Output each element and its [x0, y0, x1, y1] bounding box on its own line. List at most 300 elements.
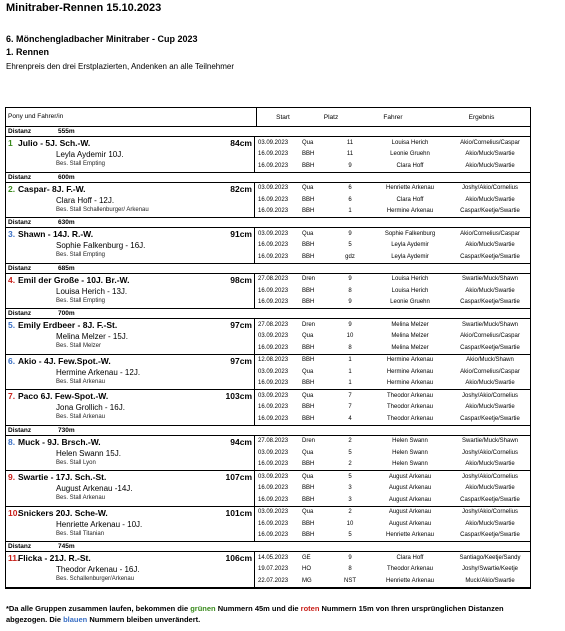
result-place: 8 [348, 344, 352, 351]
result-driver: Theodor Arkenau [386, 404, 434, 411]
result-place: 11 [346, 139, 354, 146]
distance-value: 730m [58, 426, 75, 434]
result-outcome: Akio/Muck/Swartie [465, 151, 515, 158]
result-outcome: Joshy/Akio/Cornelius [461, 392, 519, 399]
result-driver: Leyla Aydemir [391, 242, 429, 249]
stable-name: Bes. Stall Melzer [56, 343, 102, 349]
result-date: 03.09.2023 [258, 139, 289, 146]
stable-name: Bes. Stall Lyon [56, 459, 96, 466]
entry-info [6, 228, 255, 263]
pony-line [6, 355, 254, 367]
result-row [255, 228, 530, 240]
result-outcome: Akio/Cornelius/Caspar [460, 333, 520, 340]
result-venue: BBH [302, 299, 315, 306]
footnote-red: roten [300, 604, 320, 613]
result-place: 6 [348, 185, 352, 192]
cup-subtitle: 6. Mönchengladbacher Minitraber - Cup 2023 [6, 34, 198, 44]
result-outcome: Caspar/Keetje/Swartie [460, 253, 520, 260]
entry-info [6, 274, 255, 309]
result-row [255, 507, 530, 519]
result-place: 9 [348, 162, 352, 169]
result-venue: BBH [302, 253, 315, 260]
result-place: 2 [348, 509, 352, 516]
col-fahrer: Fahrer [383, 113, 403, 121]
distance-label: Distanz [8, 426, 32, 434]
result-row [255, 355, 530, 367]
results-block [255, 507, 530, 542]
result-venue: BBH [302, 461, 315, 468]
pony-line [6, 274, 254, 286]
result-place: 7 [348, 404, 352, 411]
result-outcome: Caspar/Keetje/Swartie [460, 344, 520, 351]
pony-name: Shawn - 14J. R.-W. [18, 229, 94, 239]
result-date: 03.09.2023 [258, 473, 289, 480]
result-venue: BBH [302, 151, 315, 158]
result-date: 16.09.2023 [258, 344, 289, 351]
result-row [255, 483, 530, 495]
result-date: 16.09.2023 [258, 196, 289, 203]
entry-info [6, 390, 255, 425]
race-heading: 1. Rennen [6, 47, 50, 57]
results-block [255, 183, 530, 218]
result-row [255, 494, 530, 506]
result-venue: BBH [302, 380, 315, 387]
result-venue: Qua [302, 392, 314, 399]
result-outcome: Akio/Muck/Swartie [465, 485, 515, 492]
result-venue: BBH [302, 242, 315, 249]
result-date: 16.09.2023 [258, 415, 289, 422]
result-row [255, 552, 530, 564]
result-driver: Hermine Arkenau [386, 357, 434, 364]
entry-row [6, 183, 530, 219]
pony-name: Snickers 20J. Sche-W. [18, 507, 108, 518]
rider-name: Leyla Aydemir 10J. [56, 150, 124, 159]
footnote [6, 603, 546, 625]
result-date: 27.08.2023 [258, 438, 289, 445]
result-place: 1 [348, 357, 352, 364]
result-venue: Qua [302, 139, 314, 146]
result-driver: Henriette Arkenau [385, 532, 435, 539]
result-place: 9 [348, 276, 352, 283]
entry-number: 11. [8, 553, 20, 563]
rider-name: Sophie Falkenburg - 16J. [56, 241, 146, 250]
entry-row [6, 552, 530, 588]
entry-info [6, 471, 255, 506]
result-place: 7 [348, 392, 352, 399]
result-row [255, 251, 530, 263]
distance-row [6, 264, 530, 274]
entry-number: 4. [8, 274, 16, 285]
pony-line [6, 137, 254, 149]
rider-name: Helen Swann 15J. [56, 448, 121, 458]
rider-name: Jona Grollich - 16J. [56, 403, 125, 412]
entry-info [6, 507, 255, 542]
result-outcome: Akio/Muck/Swartie [465, 520, 515, 527]
result-outcome: Joshy/Akio/Cornelius [461, 185, 519, 192]
results-block [255, 228, 530, 263]
result-date: 16.09.2023 [258, 162, 289, 169]
result-date: 16.09.2023 [258, 208, 289, 215]
result-place: NST [344, 577, 356, 584]
result-driver: August Arkenau [388, 496, 432, 503]
result-row [255, 194, 530, 206]
result-venue: BBH [302, 496, 315, 503]
rider-name: Melina Melzer - 15J. [56, 332, 129, 341]
distance-value: 630m [58, 219, 75, 226]
entry-info [6, 137, 255, 172]
entry-info [6, 436, 255, 471]
result-place: 4 [348, 415, 352, 422]
result-venue: Qua [302, 473, 314, 480]
result-row [255, 297, 530, 309]
result-date: 16.09.2023 [258, 461, 289, 468]
footnote-green: grünen [190, 604, 216, 613]
entry-row [6, 228, 530, 264]
distance-label: Distanz [8, 264, 32, 272]
result-place: 8 [348, 566, 352, 573]
pony-height: 98cm [230, 274, 252, 285]
result-place: 5 [348, 532, 352, 539]
pony-line [6, 436, 254, 448]
result-venue: HO [302, 566, 311, 573]
result-driver: Hermine Arkenau [386, 368, 434, 375]
col-start: Start [276, 113, 290, 121]
result-date: 03.09.2023 [258, 333, 289, 340]
distance-label: Distanz [8, 173, 32, 181]
footnote-text-3: Nummern 15m von Ihren ursprünglichen Distanzen abgezogen. Die [6, 604, 504, 624]
results-block [255, 274, 530, 309]
result-date: 27.08.2023 [258, 276, 289, 283]
stable-name: Bes. Stall Arkenau [56, 378, 106, 385]
pony-name: Swartie - 17J. Sch.-St. [18, 472, 107, 482]
result-outcome: Akio/Muck/Swartie [465, 461, 515, 468]
result-venue: Qua [302, 333, 314, 340]
result-outcome: Akio/Muck/Shawn [466, 357, 514, 364]
result-date: 16.09.2023 [258, 151, 289, 158]
result-place: 9 [348, 230, 352, 237]
stable-name: Bes. Stall Arkenau [56, 495, 106, 501]
result-row [255, 366, 530, 378]
entry-info [6, 355, 255, 390]
result-date: 16.09.2023 [258, 242, 289, 249]
result-venue: GE [302, 554, 311, 561]
result-date: 03.09.2023 [258, 230, 289, 237]
pony-name: Muck - 9J. Brsch.-W. [18, 436, 101, 447]
result-place: 5 [348, 473, 352, 480]
result-row [255, 575, 530, 587]
result-outcome: Akio/Muck/Swartie [465, 196, 515, 203]
result-venue: MG [302, 577, 312, 584]
entry-info [6, 319, 255, 354]
result-driver: Leonie Gruehn [390, 151, 430, 158]
result-venue: Qua [302, 368, 314, 375]
entry-row [6, 137, 530, 173]
distance-value: 700m [58, 310, 75, 317]
race-table [5, 107, 531, 589]
distance-row [6, 309, 530, 319]
pony-name: Flicka - 21J. R.-St. [18, 553, 91, 563]
results-block [255, 552, 530, 587]
results-block [255, 355, 530, 390]
result-outcome: Muck/Akio/Swartie [465, 577, 515, 584]
result-driver: Hermine Arkenau [386, 380, 434, 387]
entry-row [6, 274, 530, 310]
distance-row [6, 542, 530, 552]
pony-height: 107cm [225, 472, 252, 482]
result-outcome: Akio/Muck/Swartie [465, 242, 515, 249]
entry-number: 1 [8, 138, 13, 148]
result-venue: Dren [302, 321, 316, 328]
result-outcome: Akio/Muck/Swartie [465, 380, 515, 387]
col-platz: Platz [323, 113, 339, 121]
results-block [255, 436, 530, 471]
result-place: 9 [348, 299, 352, 306]
pony-line [6, 507, 254, 519]
result-place: 3 [348, 496, 352, 503]
result-driver: Leonie Gruehn [390, 299, 430, 306]
result-driver: Clara Hoff [396, 162, 424, 169]
result-venue: BBH [302, 344, 315, 351]
result-date: 27.08.2023 [258, 321, 289, 328]
result-date: 16.09.2023 [258, 485, 289, 492]
result-outcome: Swartie/Muck/Shawn [461, 321, 519, 328]
result-place: 5 [348, 449, 352, 456]
pony-height: 101cm [225, 507, 252, 518]
result-venue: BBH [302, 208, 315, 215]
pony-line [6, 319, 254, 331]
result-venue: BBH [302, 196, 315, 203]
footnote-blue: blauen [63, 615, 88, 624]
result-outcome: Akio/Cornelius/Caspar [460, 230, 520, 237]
distance-label: Distanz [8, 310, 32, 317]
result-driver: Theodor Arkenau [386, 566, 434, 573]
pony-name: Emil der Große - 10J. Br.-W. [18, 274, 130, 285]
result-driver: Louisa Herich [391, 276, 429, 283]
result-driver: Theodor Arkenau [386, 415, 434, 422]
result-place: 1 [348, 380, 352, 387]
result-outcome: Joshy/Akio/Cornelius [461, 473, 519, 480]
result-driver: August Arkenau [388, 485, 432, 492]
result-place: 9 [348, 321, 352, 328]
rider-name: Hermine Arkenau - 12J. [56, 367, 141, 377]
result-venue: Qua [302, 230, 314, 237]
result-row [255, 206, 530, 218]
pony-line [6, 228, 254, 240]
result-place: 9 [348, 554, 352, 561]
results-block [255, 319, 530, 354]
result-row [255, 436, 530, 448]
result-place: 11 [346, 151, 354, 158]
result-outcome: Caspar/Keetje/Swartie [460, 532, 520, 539]
result-place: 6 [348, 196, 352, 203]
result-outcome: Swartie/Muck/Shawn [461, 438, 519, 445]
pony-line [6, 471, 254, 483]
entry-row [6, 436, 530, 472]
footnote-text-1: *Da alle Gruppen zusammen laufen, bekommen die [6, 604, 191, 613]
result-row [255, 413, 530, 425]
entry-row [6, 319, 530, 355]
rider-name: Clara Hoff - 12J. [56, 195, 115, 205]
pony-height: 97cm [230, 320, 252, 330]
result-venue: Qua [302, 509, 314, 516]
result-date: 16.09.2023 [258, 520, 289, 527]
result-driver: Helen Swann [392, 449, 428, 456]
result-date: 16.09.2023 [258, 496, 289, 503]
result-driver: Clara Hoff [396, 196, 424, 203]
result-row [255, 530, 530, 542]
result-date: 12.08.2023 [258, 357, 289, 364]
result-row [255, 564, 530, 576]
result-row [255, 183, 530, 195]
pony-height: 106cm [225, 553, 252, 563]
entry-info [6, 183, 255, 218]
distance-row [6, 173, 530, 183]
pony-height: 84cm [230, 138, 252, 148]
result-outcome: Akio/Muck/Swartie [465, 162, 515, 169]
result-driver: Leyla Aydemir [391, 253, 429, 260]
stable-name: Bes. Stall Schallenburger/ Arkenau [56, 206, 149, 213]
result-outcome: Akio/Muck/Swartie [465, 287, 515, 294]
distance-label: Distanz [8, 543, 32, 550]
entry-number: 9. [8, 472, 16, 482]
result-place: 3 [348, 485, 352, 492]
result-row [255, 160, 530, 172]
result-driver: August Arkenau [388, 509, 432, 516]
result-outcome: Joshy/Akio/Cornelius [461, 509, 519, 516]
result-venue: BBH [302, 520, 315, 527]
result-driver: Helen Swann [392, 438, 428, 445]
result-date: 03.09.2023 [258, 185, 289, 192]
result-venue: Dren [302, 276, 316, 283]
footnote-text-4: Nummern bleiben unverändert. [87, 615, 201, 624]
result-date: 03.09.2023 [258, 509, 289, 516]
result-date: 14.05.2023 [258, 554, 289, 561]
result-driver: Helen Swann [392, 461, 428, 468]
rider-name: Louisa Herich - 13J. [56, 286, 128, 296]
entry-number: 8. [8, 436, 16, 447]
pony-height: 94cm [230, 436, 252, 447]
result-date: 16.09.2023 [258, 380, 289, 387]
result-row [255, 319, 530, 331]
result-driver: Clara Hoff [396, 554, 424, 561]
distance-value: 685m [58, 264, 75, 272]
result-row [255, 149, 530, 161]
pony-line [6, 390, 254, 402]
col-pony: Pony und Fahrer/in [6, 108, 257, 126]
result-driver: Sophie Falkenburg [384, 230, 436, 237]
entry-row [6, 390, 530, 426]
pony-name: Paco 6J. Few-Spot.-W. [18, 391, 109, 401]
result-driver: Melina Melzer [391, 333, 429, 340]
result-venue: BBH [302, 287, 315, 294]
distance-value: 555m [58, 128, 75, 135]
result-row [255, 447, 530, 459]
result-venue: BBH [302, 485, 315, 492]
result-place: 1 [348, 208, 352, 215]
result-date: 22.07.2023 [258, 577, 289, 584]
result-venue: Dren [302, 438, 316, 445]
distance-label: Distanz [8, 128, 32, 135]
pony-name: Akio - 4J. Few.Spot.-W. [18, 355, 111, 366]
pony-name: Caspar- 8J. F.-W. [18, 183, 86, 194]
result-row [255, 518, 530, 530]
entry-number: 10. [8, 507, 20, 518]
result-row [255, 342, 530, 354]
results-block [255, 137, 530, 172]
table-body [6, 127, 530, 588]
result-row [255, 402, 530, 414]
pony-name: Emily Erdbeer - 8J. F.-St. [18, 320, 118, 330]
result-place: 5 [348, 242, 352, 249]
distance-label: Distanz [8, 219, 32, 226]
result-driver: Louisa Herich [391, 139, 429, 146]
result-row [255, 285, 530, 297]
prize-note: Ehrenpreis den drei Erstplazierten, Andenken an alle Teilnehmer [6, 62, 234, 71]
result-place: 1 [348, 368, 352, 375]
result-driver: Hermine Arkenau [386, 208, 434, 215]
result-date: 16.09.2023 [258, 299, 289, 306]
result-outcome: Akio/Cornelius/Caspar [460, 139, 520, 146]
result-outcome: Caspar/Keetje/Swartie [460, 415, 520, 422]
result-place: 8 [348, 287, 352, 294]
rider-name: Theodor Arkenau - 16J. [56, 565, 140, 574]
footnote-text-2: Nummern 45m und die [215, 604, 301, 613]
pony-height: 97cm [230, 355, 252, 366]
stable-name: Bes. Stall Titanian [56, 530, 105, 537]
entry-number: 3. [8, 229, 16, 239]
result-venue: BBH [302, 357, 315, 364]
result-row [255, 240, 530, 252]
result-date: 16.09.2023 [258, 287, 289, 294]
result-venue: BBH [302, 404, 315, 411]
result-driver: August Arkenau [388, 520, 432, 527]
distance-row [6, 127, 530, 137]
result-outcome: Akio/Cornelius/Caspar [460, 368, 520, 375]
stable-name: Bes. Stall Empting [56, 297, 106, 304]
pony-height: 91cm [230, 229, 252, 239]
result-date: 03.09.2023 [258, 368, 289, 375]
result-driver: Theodor Arkenau [386, 392, 434, 399]
result-row [255, 378, 530, 390]
results-block [255, 471, 530, 506]
rider-name: Henriette Arkenau - 10J. [56, 519, 143, 529]
entry-number: 6. [8, 355, 16, 366]
entry-row [6, 471, 530, 507]
result-row [255, 331, 530, 343]
result-driver: August Arkenau [388, 473, 432, 480]
result-place: 10 [346, 520, 354, 527]
distance-value: 745m [58, 543, 75, 550]
distance-row [6, 218, 530, 228]
col-ergebnis: Ergebnis [468, 113, 495, 121]
result-venue: BBH [302, 532, 315, 539]
result-date: 03.09.2023 [258, 449, 289, 456]
result-row [255, 390, 530, 402]
result-row [255, 137, 530, 149]
entry-number: 5. [8, 320, 16, 330]
results-block [255, 390, 530, 425]
distance-value: 600m [58, 173, 75, 181]
stable-name: Bes. Stall Empting [56, 252, 106, 258]
result-row [255, 459, 530, 471]
result-outcome: Caspar/Keetje/Swartie [460, 208, 520, 215]
stable-name: Bes. Stall Arkenau [56, 414, 106, 420]
result-date: 19.07.2023 [258, 566, 289, 573]
result-driver: Henriette Arkenau [385, 577, 435, 584]
result-place: 10 [346, 333, 354, 340]
rider-name: August Arkenau -14J. [56, 484, 133, 493]
result-outcome: Caspar/Keetje/Swartie [460, 299, 520, 306]
